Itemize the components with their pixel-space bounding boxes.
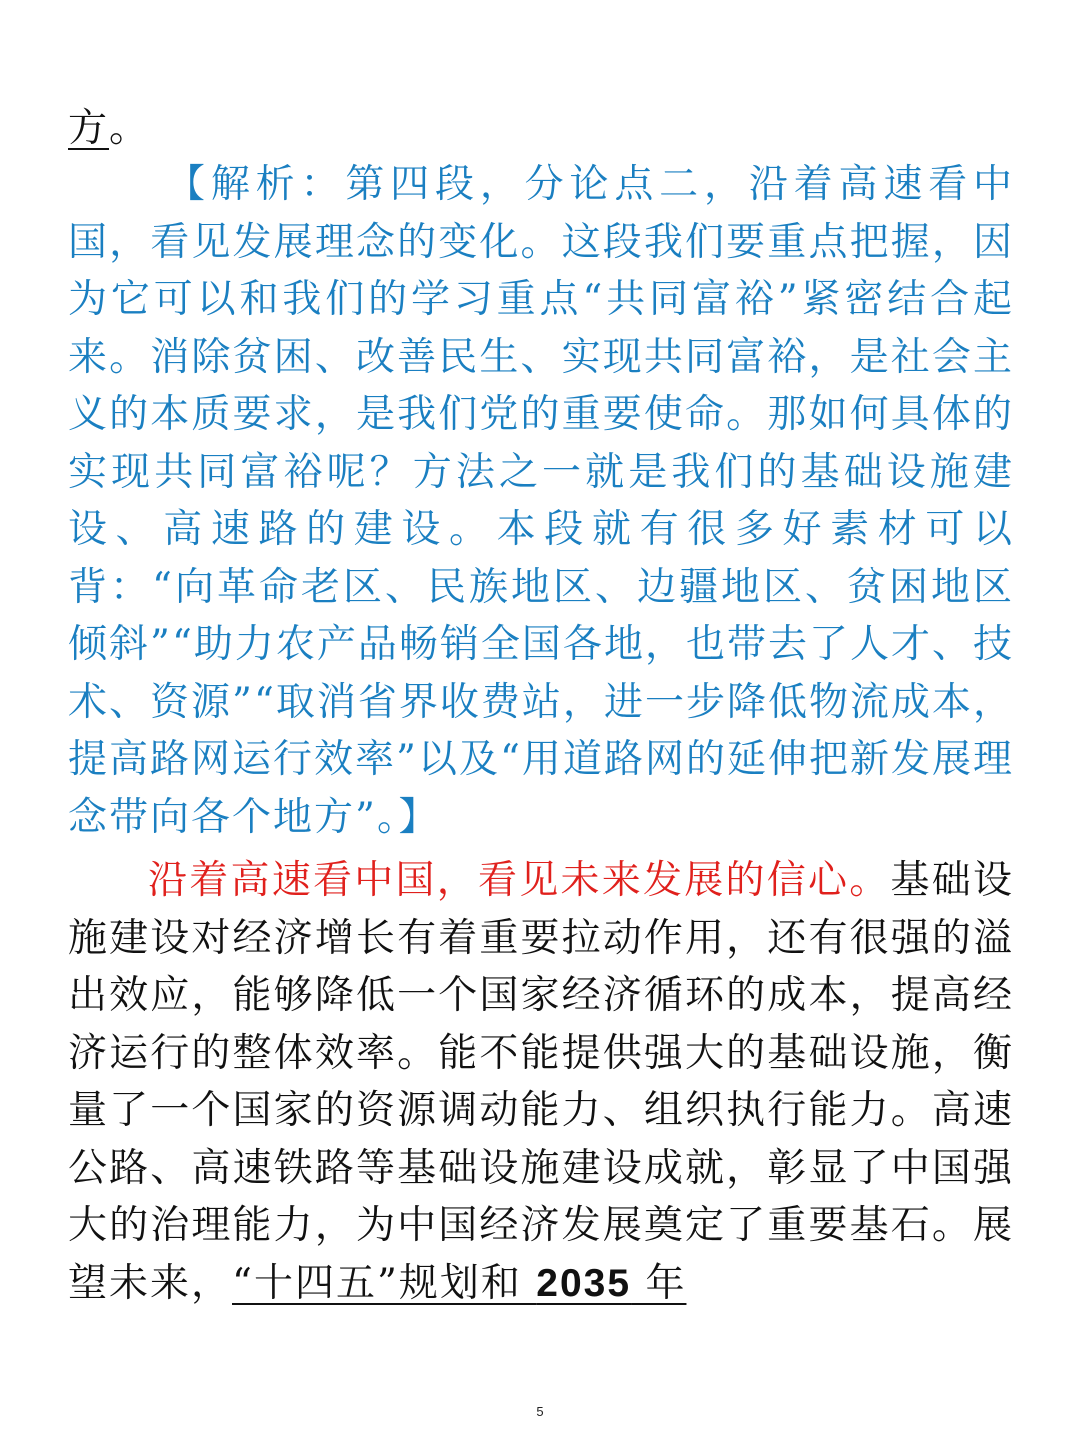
section-heading: 沿着高速看中国，看见未来发展的信心。 <box>148 858 891 903</box>
main-paragraph <box>68 852 1014 1312</box>
lead-punctuation: 。 <box>109 106 151 151</box>
underlined-year: 2035 <box>536 1261 632 1305</box>
main-body-text: 基础设施建设对经济增长有着重要拉动作用，还有很强的溢出效应，能够降低一个国家经济循环的成本，提高经济运行的整体效率。能不能提供强大的基础设施，衡量了一个国家的资源调动能力、组织执行能力。高速公路、高速铁路等基础设施建设成就，彰显了中国强大的治理能力，为中国经济发展奠定了重要基石。展望未来， <box>68 858 1014 1306</box>
page-number: 5 <box>536 1404 544 1419</box>
underlined-phrase <box>232 1261 686 1306</box>
underlined-phrase-part-b: 年 <box>631 1260 687 1306</box>
underlined-fragment: 方 <box>68 106 110 151</box>
lead-fragment <box>68 100 1014 158</box>
underlined-phrase-part-a: “十四五”规划和 <box>232 1260 537 1306</box>
analysis-paragraph: 【解析：第四段，分论点二，沿着高速看中国，看见发展理念的变化。这段我们要重点把握，因为它可以和我们的学习重点“共同富裕”紧密结合起来。消除贫困、改善民生、实现共同富裕，是社会主义的本质要求，是我们党的重要使命。那如何具体的实现共同富裕呢？方法之一就是我们的基础设施建设、高速路的建设。本段就有很多好素材可以背：“向革命老区、民族地区、边疆地区、贫困地区倾斜”“助力农产品畅销全国各地，也带去了人才、技术、资源”“取消省界收费站，进一步降低物流成本，提高路网运行效率”以及“用道路网的延伸把新发展理念带向各个地方”。】 <box>68 162 1014 840</box>
